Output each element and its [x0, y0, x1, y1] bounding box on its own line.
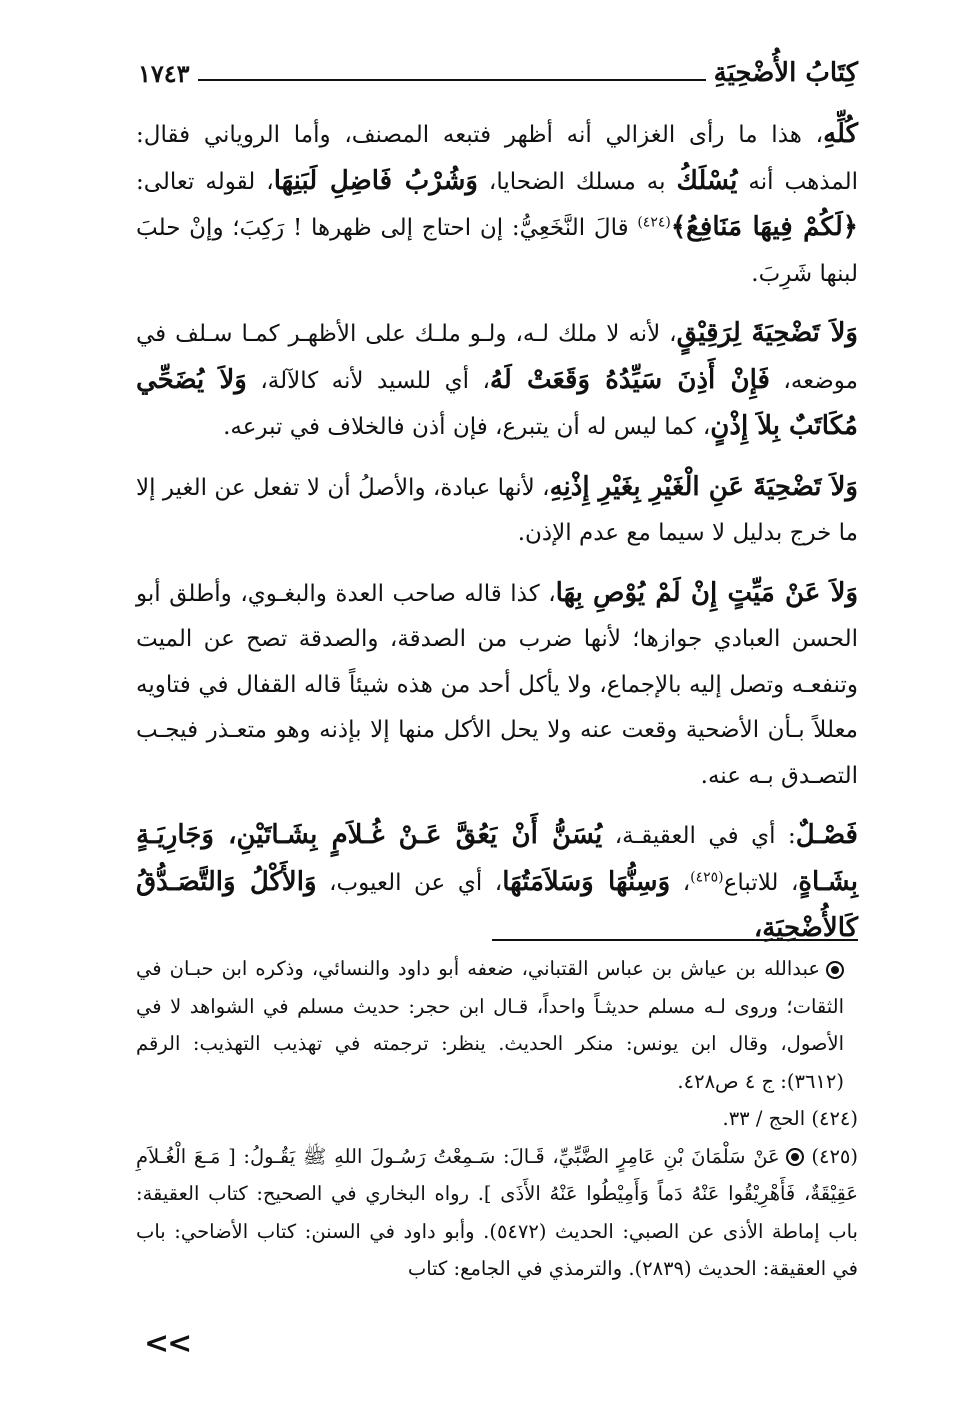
commentary-text: ، هذا ما رأى الغزالي أنه أظهر فتبعه المصنف، وأما الروياني فقال: المذهب أنه — [136, 122, 858, 195]
commentary-text: ، لقوله تعالى: — [136, 168, 274, 195]
page-number: ١٧٤٣ — [138, 59, 190, 88]
paragraph — [136, 813, 858, 953]
matn-text: وَلاَ تَضْحِيَةَ لِرَقِيْقٍ — [676, 318, 858, 348]
matn-text: فَإِنْ أَذِنَ سَيِّدُهُ وَقَعَتْ لَهُ — [489, 364, 770, 395]
commentary-text: ، لأنه لا ملك لـه، ولـو ملـك على الأظهـر كمـا سـلف في موضعه، — [136, 321, 858, 394]
footnotes — [136, 950, 858, 1288]
footnote-number: (٤٢٥) — [803, 1144, 859, 1168]
commentary-text: : أي في العقيقـة، — [602, 823, 796, 849]
header-rule — [198, 79, 706, 81]
matn-text: وَلاَ تَضْحِيَةَ عَنِ الْغَيْرِ بِغَيْرِ إِذْنِهِ — [549, 471, 858, 502]
matn-text: وَسِنُّهَا وَسَلاَمَتُهَا — [502, 866, 671, 897]
matn-text: وَشُرْبُ فَاضِلِ لَبَنِهَا — [273, 165, 478, 196]
continuation-marker: << — [144, 1326, 191, 1361]
commentary-text: ، أي عن العيوب، — [316, 869, 503, 896]
main-text — [136, 112, 858, 967]
commentary-text: به مسلك الضحايا، — [477, 168, 677, 195]
paragraph — [136, 311, 858, 451]
matn-text: ﴿لَكُمْ فِيهَا مَنَافِعُ﴾ — [670, 212, 858, 242]
commentary-text: ، — [670, 869, 691, 896]
matn-text: وَلاَ يُضَحِّي مُكَاتَبٌ بِلاَ إِذْنٍ — [136, 364, 858, 441]
book-title: كِتَابُ الأُضْحِيَةِ — [713, 58, 858, 88]
bullet-icon — [786, 1148, 804, 1166]
paragraph — [136, 112, 858, 297]
paragraph — [136, 465, 858, 557]
footnote — [136, 950, 858, 1100]
footnote-divider — [492, 939, 858, 941]
commentary-text: قالَ النَّخَعِيُّ: إن احتاج إلى ظهرها ! رَكِبَ؛ وإنْ حلبَ لبنها شَرِبَ. — [136, 215, 858, 287]
running-header — [138, 52, 858, 88]
matn-text: كُلِّهِ — [823, 119, 858, 149]
matn-text: وَلاَ عَنْ مَيِّتٍ إِنْ لَمْ يُوْصِ بِهَا — [555, 577, 859, 608]
commentary-text: ، كما ليس له أن يتبرع، فإن أذن فالخلاف في تبرعه. — [223, 414, 711, 440]
bullet-icon — [826, 961, 844, 979]
commentary-text: ، للاتباع — [723, 869, 799, 896]
matn-text: فَصْـلٌ — [795, 820, 858, 850]
footnote-text: عبدالله بن عياش بن عباس القتباني، ضعفه أبو داود والنسائي، وذكره ابن حبـان في الثقات؛ وروى لـه مسلم حديثـاً واحداً، قـال ابن حجر: حديث مسلم في الشواهد لا في الأصول، وقال ابن يونس: منكر الحديث. ينظر: ترجمته في تهذيب التهذيب: الرقم (٣٦١٢): ج ٤ ص٤٢٨. — [136, 957, 844, 1093]
commentary-text: ، كذا قاله صاحب العدة والبغـوي، وأطلق أبو الحسن العبادي جوازها؛ لأنها ضرب من الصدقة، والصدقة تصح عن الميت وتنفعـه وتصل إليه بالإجماع، ولا يأكل أحد من هذه شيئاً قاله القفال في فتاويه معللاً بـأن الأضحية وقعت عنه ولا يحل الأكل منها إلا بإذنه وهو متعـذر فيجـب التصـدق بـه عنه. — [136, 580, 858, 789]
footnote-ref: (٤٢٥) — [690, 868, 724, 885]
matn-text: وَالأَكْلُ وَالتَّصَـدُّقُ كَالأُضْحِيَةِ، — [136, 866, 858, 943]
matn-text: يُسَنُّ أَنْ يَعُقَّ عَـنْ غُـلاَمٍ بِشَـاتَيْنِ، وَجَارِيَـةٍ بِشَـاةٍ — [136, 820, 859, 897]
paragraph — [136, 571, 858, 800]
commentary-text: ، لأنها عبادة، والأصلُ أن لا تفعل عن الغير إلا ما خرج بدليل لا سيما مع عدم الإذن. — [136, 474, 858, 546]
matn-text: يُسْلَكُ — [676, 165, 738, 196]
commentary-text: ، أي للسيد لأنه كالآلة، — [246, 367, 490, 394]
footnote-ref: (٤٢٤) — [637, 214, 671, 231]
footnote-text: (٤٢٤) الحج / ٣٣. — [722, 1107, 858, 1130]
footnote — [136, 1138, 858, 1288]
footnote-text: عَنْ سَلْمَانَ بْنِ عَامِرٍ الضَّبِّيِّ، قَـالَ: سَـمِعْتُ رَسُـولَ اللهِ ﷺ يَقُـولُ: [ مَـعَ الْغُـلاَمِ عَقِيْقَةٌ، فَأَهْرِيْقُوا عَنْهُ دَماً وَأَمِيْطُوا عَنْهُ الأَذَى ]. رواه البخاري في الصحيح: كتاب العقيقة: باب إماطة الأذى عن الصبي: الحديث (٥٤٧٢). وأبو داود في السنن: كتاب الأضاحي: باب في العقيقة: الحديث (٢٨٣٩). والترمذي في الجامع: كتاب — [136, 1144, 858, 1280]
footnote — [136, 1100, 858, 1138]
